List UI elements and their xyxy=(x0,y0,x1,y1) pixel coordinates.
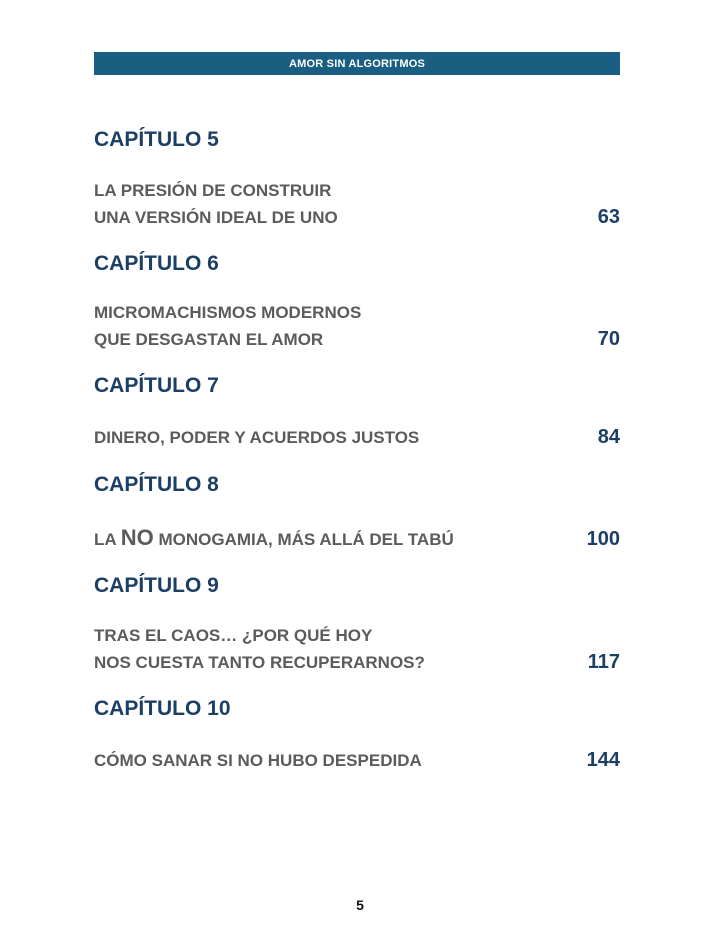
toc-entry-page: 63 xyxy=(597,206,620,228)
toc-entry-7[interactable] xyxy=(94,424,620,451)
toc-entry-title xyxy=(94,424,620,451)
chapter-heading-8: CAPÍTULO 8 xyxy=(94,473,219,496)
chapter-heading-9: CAPÍTULO 9 xyxy=(94,574,219,597)
toc-entry-page: 70 xyxy=(597,328,620,350)
toc-entry-title xyxy=(94,524,620,553)
toc-entry-6[interactable] xyxy=(94,299,620,353)
toc-entry-title-line: QUE DESGASTAN EL AMOR xyxy=(94,330,324,349)
toc-entry-10[interactable] xyxy=(94,747,620,774)
toc-entry-title-line: NOS CUESTA TANTO RECUPERARNOS? xyxy=(94,653,425,672)
toc-entry-page: 117 xyxy=(587,651,620,673)
chapter-heading-5: CAPÍTULO 5 xyxy=(94,128,219,151)
toc-entry-page: 84 xyxy=(597,426,620,448)
toc-entry-title-part: MONOGAMIA, MÁS ALLÁ DEL TABÚ xyxy=(153,530,454,549)
toc-entry-9[interactable] xyxy=(94,622,620,676)
toc-entry-title-emphasis: NO xyxy=(120,525,154,550)
toc-entry-page: 100 xyxy=(586,528,620,550)
chapter-heading-10: CAPÍTULO 10 xyxy=(94,697,231,720)
page-number: 5 xyxy=(356,897,364,913)
toc-entry-5[interactable] xyxy=(94,177,620,231)
toc-entry-title-line: UNA VERSIÓN IDEAL DE UNO xyxy=(94,208,338,227)
toc-entry-title-line: CÓMO SANAR SI NO HUBO DESPEDIDA xyxy=(94,751,422,770)
toc-entry-8[interactable] xyxy=(94,524,620,553)
toc-entry-title xyxy=(94,747,620,774)
toc-entry-title xyxy=(94,622,620,676)
toc-entry-title-line: DINERO, PODER Y ACUERDOS JUSTOS xyxy=(94,428,420,447)
toc-entry-title-part: LA xyxy=(94,530,121,549)
toc-entry-title-line: MICROMACHISMOS MODERNOS xyxy=(94,303,362,322)
toc-entry-title xyxy=(94,299,620,353)
toc-entry-title-line xyxy=(94,524,620,553)
chapter-heading-7: CAPÍTULO 7 xyxy=(94,374,219,397)
toc-entry-title-line: LA PRESIÓN DE CONSTRUIR xyxy=(94,181,332,200)
book-title: AMOR SIN ALGORITMOS xyxy=(289,57,425,70)
toc-entry-title xyxy=(94,177,620,231)
toc-entry-title-line: TRAS EL CAOS… ¿POR QUÉ HOY xyxy=(94,626,373,645)
toc-entry-page: 144 xyxy=(586,749,620,771)
chapter-heading-6: CAPÍTULO 6 xyxy=(94,252,219,275)
running-header xyxy=(94,52,620,75)
